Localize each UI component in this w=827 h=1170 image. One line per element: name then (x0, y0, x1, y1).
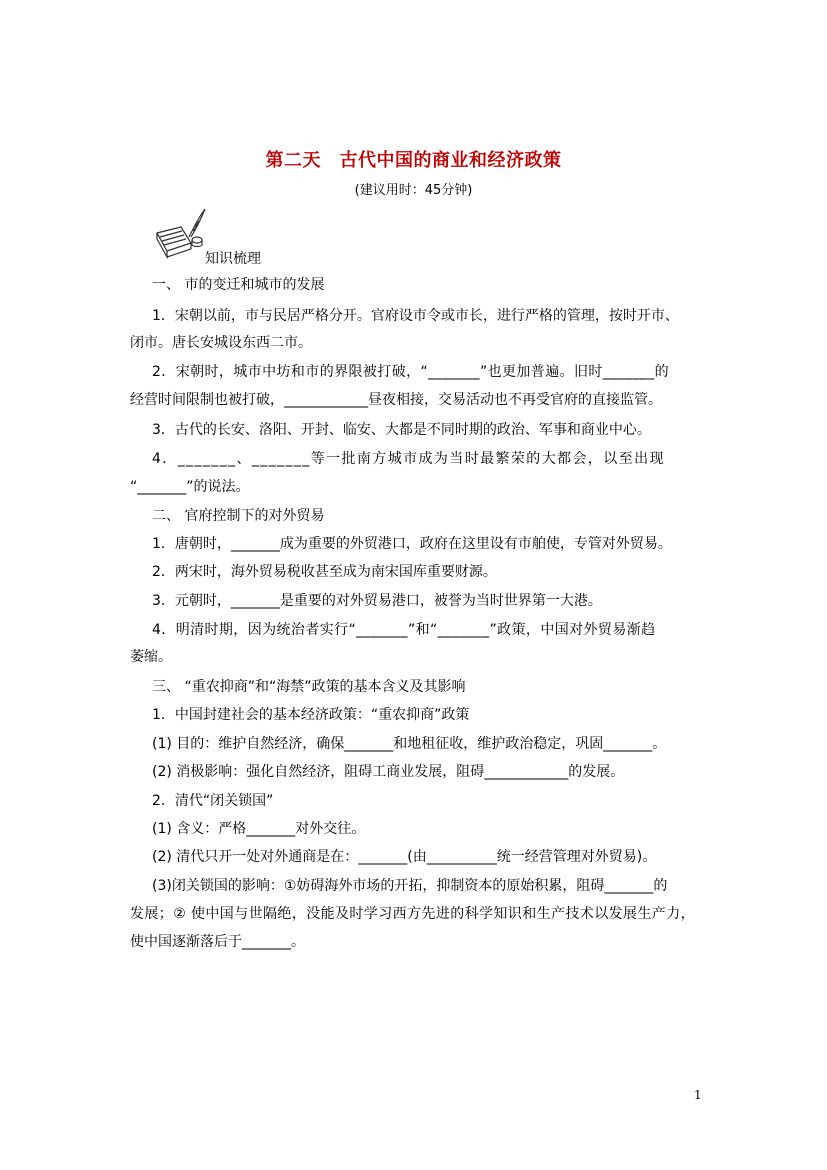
paragraph-line: 4．明清时期，因为统治者实行“_______”和“_______”政策，中国对外贸易渐趋 (152, 622, 656, 638)
heading-3: 三、 “重农抑商”和“海禁”政策的基本含义及其影响 (152, 679, 466, 695)
paragraph-line: 3．元朝时，_______是重要的对外贸易港口，被誉为当时世界第一大港。 (152, 593, 602, 609)
paragraph-line: 2．两宋时，海外贸易税收甚至成为南宋国库重要财源。 (152, 564, 497, 580)
paragraph-line: (1) 目的：维护自然经济，确保_______和地租征收，维护政治稳定，巩固_______。 (152, 736, 667, 752)
paragraph-line: 1．宋朝以前，市与民居严格分开。官府设市令或市长，进行严格的管理，按时开市、 (152, 308, 679, 324)
book-quill-icon (151, 207, 209, 261)
paragraph-line: “_______”的说法。 (130, 479, 250, 495)
paragraph-line: 闭市。唐长安城设东西二市。 (130, 335, 312, 351)
paragraph-line: 4．_______、_______等一批南方城市成为当时最繁荣的大都会，以至出现 (152, 451, 665, 467)
time-suggestion: (建议用时：45分钟) (354, 183, 473, 198)
page-number: 1 (694, 1088, 702, 1102)
heading-1: 一、 市的变迁和城市的发展 (152, 277, 325, 293)
heading-2: 二、 官府控制下的对外贸易 (152, 508, 325, 524)
paragraph-line: 萎缩。 (130, 649, 172, 665)
paragraph-line: (2) 清代只开一处对外通商是在：_______(由__________统一经营管理对外贸易)。 (152, 849, 657, 865)
page-title: 第二天 古代中国的商业和经济政策 (265, 150, 562, 171)
paragraph-line: 使中国逐渐落后于_______。 (130, 934, 305, 950)
paragraph-line: 3．古代的长安、洛阳、开封、临安、大都是不同时期的政治、军事和商业中心。 (152, 422, 651, 438)
paragraph-line: 1．中国封建社会的基本经济政策：“重农抑商”政策 (152, 707, 470, 723)
paragraph-line: (1) 含义：严格_______对外交往。 (152, 821, 366, 837)
paragraph-line: 2．宋朝时，城市中坊和市的界限被打破，“_______”也更加普遍。旧时_______的 (152, 364, 670, 380)
paragraph-line: 1．唐朝时，_______成为重要的外贸港口，政府在这里设有市舶使，专管对外贸易。 (152, 536, 672, 552)
paragraph-line: 发展；② 使中国与世隔绝，没能及时学习西方先进的科学知识和生产技术以发展生产力， (130, 906, 695, 922)
paragraph-line: 2．清代“闭关锁国” (152, 793, 274, 809)
paragraph-line: (2) 消极影响：强化自然经济，阻碍工商业发展，阻碍____________的发展。 (152, 764, 625, 780)
section-label: 知识梳理 (205, 251, 261, 267)
paragraph-line: (3)闭关锁国的影响：①妨碍海外市场的开拓，抑制资本的原始积累，阻碍_______的 (152, 878, 668, 894)
paragraph-line: 经营时间限制也被打破，____________昼夜相接，交易活动也不再受官府的直接监管。 (130, 392, 662, 408)
